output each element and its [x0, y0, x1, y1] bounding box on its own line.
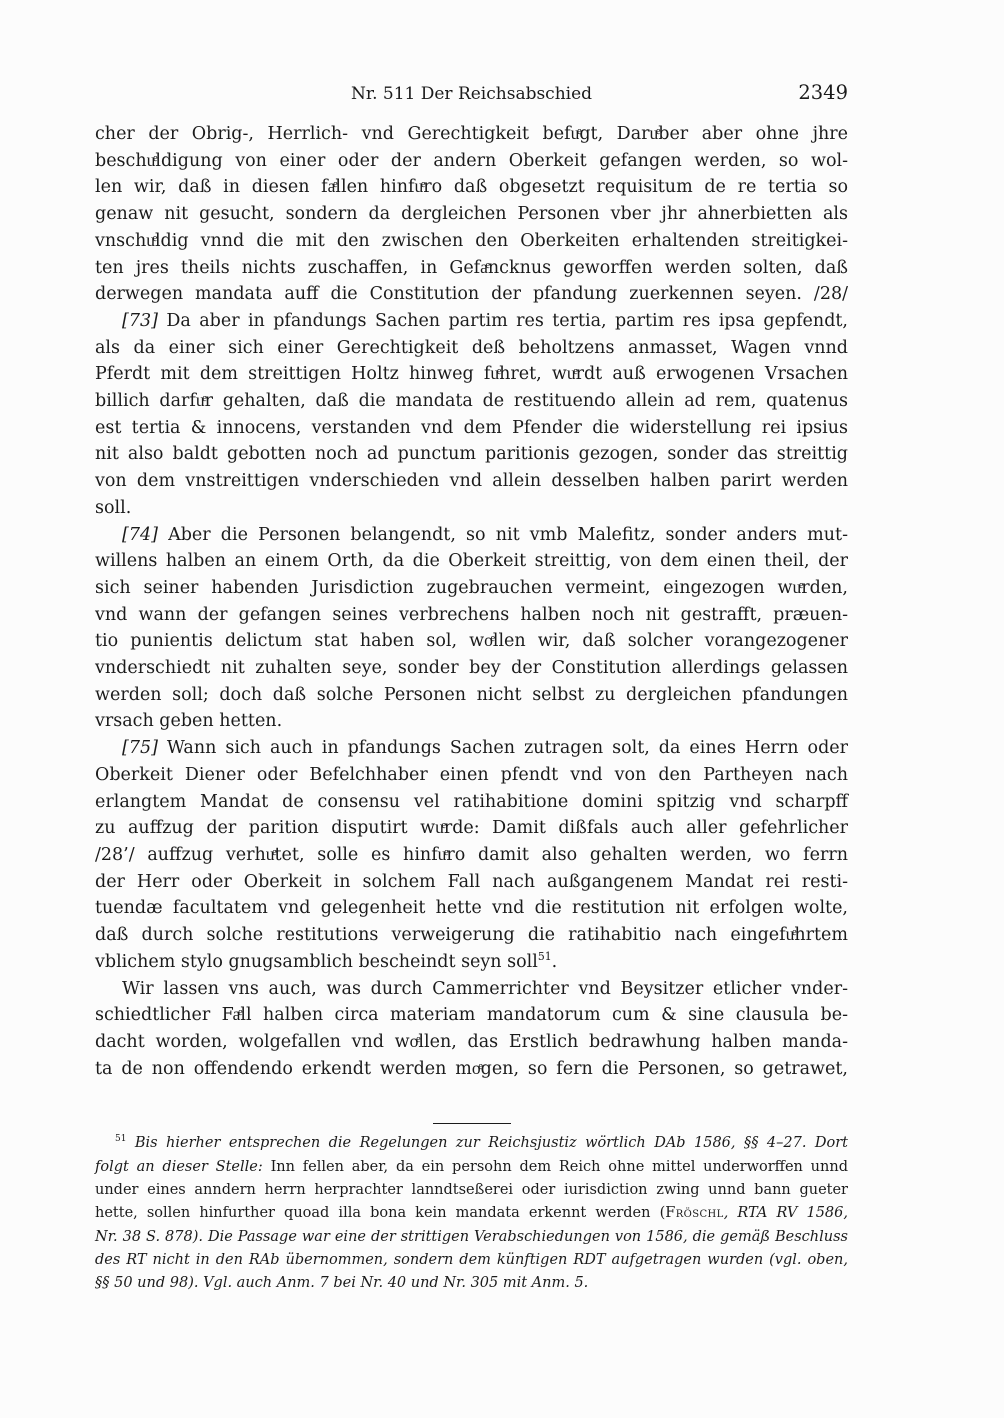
text-line — [95, 441, 848, 468]
footnote-line — [95, 1226, 848, 1249]
text-segment: sich seiner habenden Jurisdiction zugebrauchen vermeint, eingezogen wuͤrden, — [95, 577, 848, 598]
text-segment: vblichem stylo gnugsamblich bescheindt seyn soll — [95, 951, 538, 972]
text-segment: /28’/ auffzug verhuͤtet, solle es hinfuͤro damit also gehalten werden, wo ferrn — [95, 844, 848, 865]
text-segment: ten jres theils nichts zuschaffen, in Gefaͤncknus geworffen werden solten, daß — [95, 257, 848, 278]
text-line — [95, 895, 848, 922]
text-line — [95, 308, 848, 335]
text-segment: tuendæ facultatem vnd gelegenheit hette vnd die restitution nit erfolgen wolte, — [95, 898, 848, 919]
text-line — [95, 468, 848, 495]
text-segment: soll. — [95, 497, 132, 518]
text-line — [95, 361, 848, 388]
text-segment: zu auffzug der parition disputirt wuͤrde: Damit dißfals auch aller gefehrlicher — [95, 818, 848, 839]
text-line — [95, 922, 848, 949]
running-header — [95, 81, 848, 108]
text-line — [95, 655, 848, 682]
text-segment: Fröschl — [665, 1205, 724, 1222]
footnote-line — [95, 1202, 848, 1225]
text-line — [95, 708, 848, 735]
text-line — [95, 495, 848, 522]
text-segment: Wann sich auch in pfandungs Sachen zutragen solt, da eines Herrn oder — [157, 738, 848, 759]
text-segment: nit also baldt gebotten noch ad punctum paritionis gezogen, sonder das streittig — [95, 444, 848, 465]
footnote-block — [95, 1132, 848, 1295]
text-line — [95, 735, 848, 762]
text-segment: vnd wann der gefangen seines verbrechens halben noch nit gestrafft, præuen- — [95, 604, 848, 625]
text-line — [95, 1029, 848, 1056]
text-segment: under eines anndern herrn herprachter lanndtseßerei oder iurisdiction zwing unnd bann gueter — [95, 1181, 848, 1198]
text-segment: als da einer sich einer Gerechtigkeit deß beholtzens anmasset, Wagen vnnd — [95, 337, 848, 358]
text-segment: genaw nit gesucht, sondern da dergleichen Personen vber jhr ahnerbietten als — [95, 204, 848, 225]
text-line — [95, 548, 848, 575]
text-line — [95, 628, 848, 655]
text-segment: [75] — [122, 738, 158, 759]
text-segment: vnderschiedt nit zuhalten seye, sonder bey der Constitution allerdings gelassen — [95, 658, 848, 679]
footnote-line — [95, 1156, 848, 1179]
text-line — [95, 522, 848, 549]
text-line — [95, 201, 848, 228]
text-segment: est tertia & innocens, verstanden vnd dem Pfender die widerstellung rei ipsius — [95, 417, 848, 438]
text-segment: folgt an dieser Stelle: — [95, 1158, 271, 1175]
text-line — [95, 255, 848, 282]
text-segment: Aber die Personen belangendt, so nit vmb Malefitz, sonder anders mut- — [157, 524, 848, 545]
text-line — [95, 682, 848, 709]
text-segment: dacht worden, wolgefallen vnd woͤllen, das Erstlich bedrawhung halben manda- — [95, 1031, 848, 1052]
footnote-line — [95, 1179, 848, 1202]
text-line — [95, 976, 848, 1003]
text-segment: von dem vnstreittigen vnderschieden vnd allein desselben halben parirt werden — [95, 471, 848, 492]
text-segment: der Herr oder Oberkeit in solchem Fall nach außgangenem Mandat rei resti- — [95, 871, 848, 892]
text-segment: Bis hierher entsprechen die Regelungen zur Reichsjustiz wörtlich DAb 1586, §§ 4–27. Dort — [126, 1135, 848, 1152]
text-segment: beschuͤldigung von einer oder der andern Oberkeit gefangen werden, so wol- — [95, 150, 848, 171]
text-line — [95, 281, 848, 308]
text-segment: [73] — [122, 310, 158, 331]
text-line — [95, 228, 848, 255]
text-line — [95, 575, 848, 602]
text-line — [95, 842, 848, 869]
footnote-line — [95, 1132, 848, 1155]
text-segment: Pferdt mit dem streittigen Holtz hinweg fuͤhret, wuͤrdt auß erwogenen Vrsachen — [95, 364, 848, 385]
page-number: 2349 — [798, 81, 848, 104]
text-segment: des RT nicht in den RAb übernommen, sondern dem künftigen RDT aufgetragen wurden (vgl. oben, — [95, 1251, 848, 1268]
footnote-line — [95, 1249, 848, 1272]
footnote-separator — [433, 1123, 511, 1124]
text-line — [95, 1056, 848, 1083]
text-segment: daß durch solche restitutions verweigerung die ratihabitio nach eingefuͤhrtem — [95, 925, 848, 946]
text-segment: vrsach geben hetten. — [95, 711, 283, 732]
text-line — [95, 869, 848, 896]
text-line — [95, 602, 848, 629]
text-line — [95, 789, 848, 816]
text-segment: ta de non offendendo erkendt werden moͤgen, so fern die Personen, so getrawet, — [95, 1058, 848, 1079]
text-line — [95, 762, 848, 789]
text-segment: tio punientis delictum stat haben sol, woͤllen wir, daß solcher vorangezogener — [95, 631, 848, 652]
text-segment: hette, sollen hinfurther quoad illa bona kein mandata erkennt werden ( — [95, 1205, 666, 1222]
text-segment: Nr. 38 S. 878). Die Passage war eine der strittigen Verabschiedungen von 1586, die gemäß Beschluss — [95, 1228, 848, 1245]
text-line — [95, 148, 848, 175]
text-segment: billich darfuͤr gehalten, daß die mandata de restituendo allein ad rem, quatenus — [95, 391, 848, 412]
text-line — [95, 415, 848, 442]
running-title: Nr. 511 Der Reichsabschied — [350, 84, 593, 104]
footnote-line — [95, 1272, 848, 1295]
text-segment: [74] — [122, 524, 158, 545]
text-segment: erlangtem Mandat de consensu vel ratihabitione domini spitzig vnd scharpff — [95, 791, 848, 812]
text-segment: Da aber in pfandungs Sachen partim res tertia, partim res ipsa gepfendt, — [157, 310, 848, 331]
text-segment: §§ 50 und 98). Vgl. auch Anm. 7 bei Nr. 40 und Nr. 305 mit Anm. 5. — [95, 1275, 589, 1292]
footnote-reference: 51 — [115, 1134, 127, 1145]
text-segment: Wir lassen vns auch, was durch Cammerrichter vnd Beysitzer etlicher vnder- — [122, 978, 848, 999]
main-text-block — [95, 121, 848, 1082]
text-line — [95, 949, 848, 976]
text-segment: Inn fellen aber, da ein persohn dem Reich ohne mittel underworffen unnd — [270, 1158, 848, 1175]
text-segment: , RTA RV 1586, — [723, 1205, 848, 1222]
text-segment: derwegen mandata auff die Constitution der pfandung zuerkennen seyen. /28/ — [95, 284, 848, 305]
text-line — [95, 1002, 848, 1029]
book-page — [95, 0, 848, 1295]
text-segment: schiedtlicher Faͤll halben circa materiam mandatorum cum & sine clausula be- — [95, 1005, 848, 1026]
text-segment: . — [551, 951, 558, 972]
text-segment: werden soll; doch daß solche Personen nicht selbst zu dergleichen pfandungen — [95, 684, 848, 705]
text-line — [95, 388, 848, 415]
text-line — [95, 174, 848, 201]
text-segment: cher der Obrig-, Herrlich- vnd Gerechtigkeit befuͤgt, Daruͤber aber ohne jhre — [95, 124, 848, 144]
text-segment: willens halben an einem Orth, da die Oberkeit streittig, von dem einen theil, der — [95, 551, 848, 572]
footnote-reference: 51 — [537, 949, 552, 963]
text-line — [95, 815, 848, 842]
text-line — [95, 121, 848, 148]
text-line — [95, 335, 848, 362]
text-segment: len wir, daß in diesen faͤllen hinfuͤro daß obgesetzt requisitum de re tertia so — [95, 177, 848, 198]
text-segment: vnschuͤldig vnnd die mit den zwischen den Oberkeiten erhaltenden streitigkei- — [95, 230, 848, 251]
text-segment: Oberkeit Diener oder Befelchhaber einen pfendt vnd von den Partheyen nach — [95, 764, 848, 785]
